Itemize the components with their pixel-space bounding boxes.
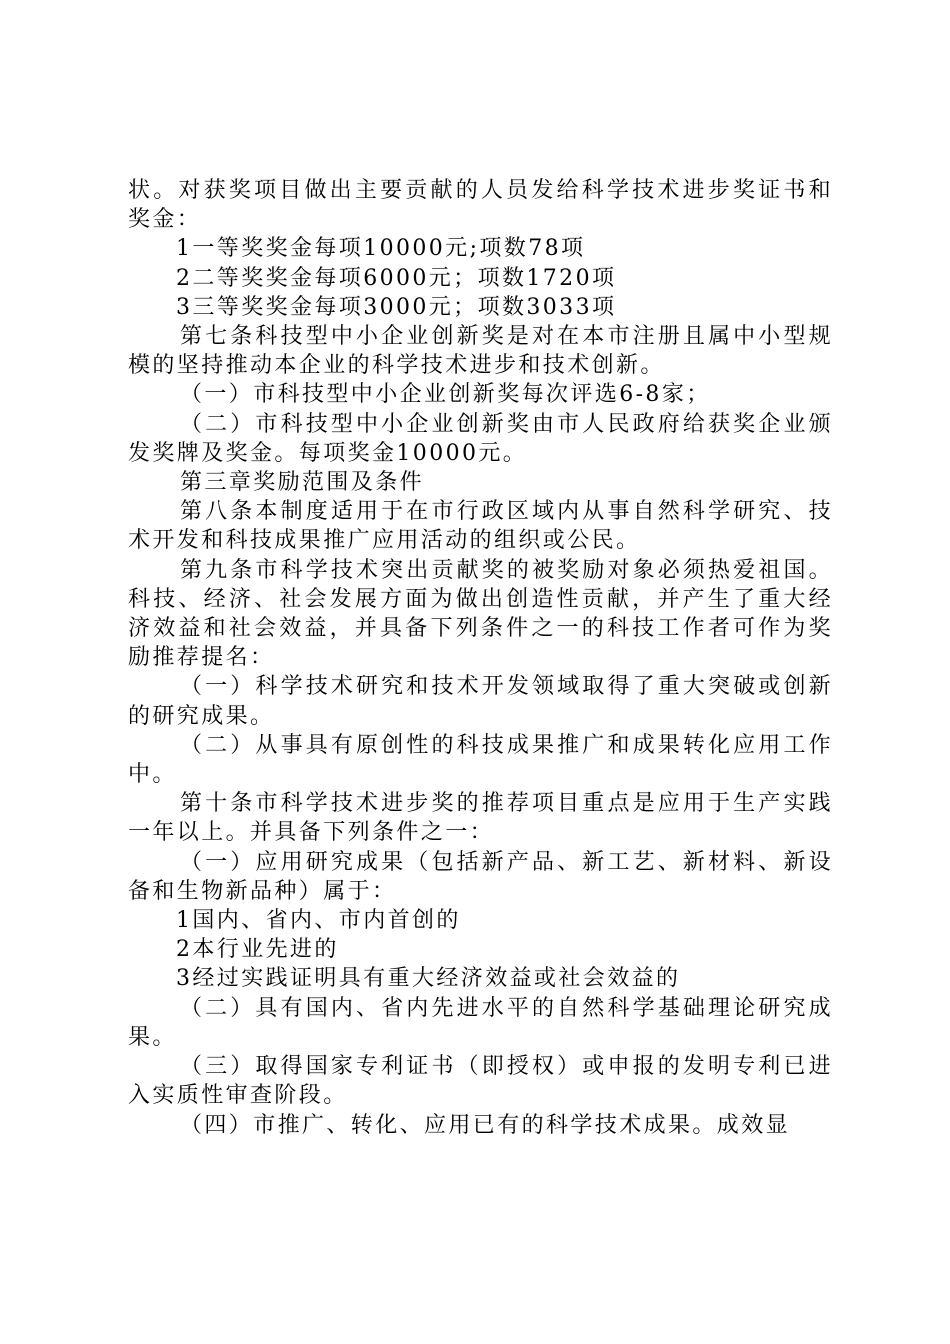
paragraph: 3三等奖奖金每项3000元；项数3033项: [176, 294, 617, 320]
paragraph: （三）取得国家专利证书（即授权）或申报的发明专利已进入实质性审查阶段。: [128, 1054, 833, 1109]
paragraph: （二）市科技型中小企业创新奖由市人民政府给获奖企业颁发奖牌及奖金。每项奖金10000元。: [128, 411, 833, 466]
paragraph: 2本行业先进的: [176, 937, 339, 963]
paragraph: 第十条市科学技术进步奖的推荐项目重点是应用于生产实践一年以上。并具备下列条件之一：: [128, 791, 833, 846]
paragraph: 1一等奖奖金每项10000元;项数78项: [176, 236, 586, 262]
paragraph: 2二等奖奖金每项6000元；项数1720项: [176, 265, 617, 291]
paragraph: 3经过实践证明具有重大经济效益或社会效益的: [176, 966, 681, 992]
paragraph: （二）从事具有原创性的科技成果推广和成果转化应用工作中。: [128, 732, 833, 788]
paragraph: 第八条本制度适用于在市行政区域内从事自然科学研究、技术开发和科技成果推广应用活动的组织或公民。: [128, 499, 833, 554]
paragraph: （一）科学技术研究和技术开发领域取得了重大突破或创新的研究成果。: [128, 674, 833, 729]
chapter-heading: 第三章奖励范围及条件: [180, 470, 425, 496]
paragraph: 第九条市科学技术突出贡献奖的被奖励对象必须热爱祖国。科技、经济、社会发展方面为做出创造性贡献，并产生了重大经济效益和社会效益，并具备下列条件之一的科技工作者可作为奖励推荐提名：: [128, 557, 833, 671]
paragraph: （四）市推广、转化、应用已有的科学技术成果。成效显: [180, 1112, 791, 1138]
paragraph: （一）市科技型中小企业创新奖每次评选6-8家；: [180, 382, 711, 408]
document-body: [128, 176, 833, 1140]
paragraph: 1国内、省内、市内首创的: [176, 908, 461, 934]
paragraph: （一）应用研究成果（包括新产品、新工艺、新材料、新设备和生物新品种）属于：: [128, 849, 833, 904]
paragraph: （二）具有国内、省内先进水平的自然科学基础理论研究成果。: [128, 995, 833, 1050]
paragraph: 第七条科技型中小企业创新奖是对在本市注册且属中小型规模的坚持推动本企业的科学技术进步和技术创新。: [128, 324, 833, 379]
paragraph: 状。对获奖项目做出主要贡献的人员发给科学技术进步奖证书和奖金：: [128, 178, 833, 233]
